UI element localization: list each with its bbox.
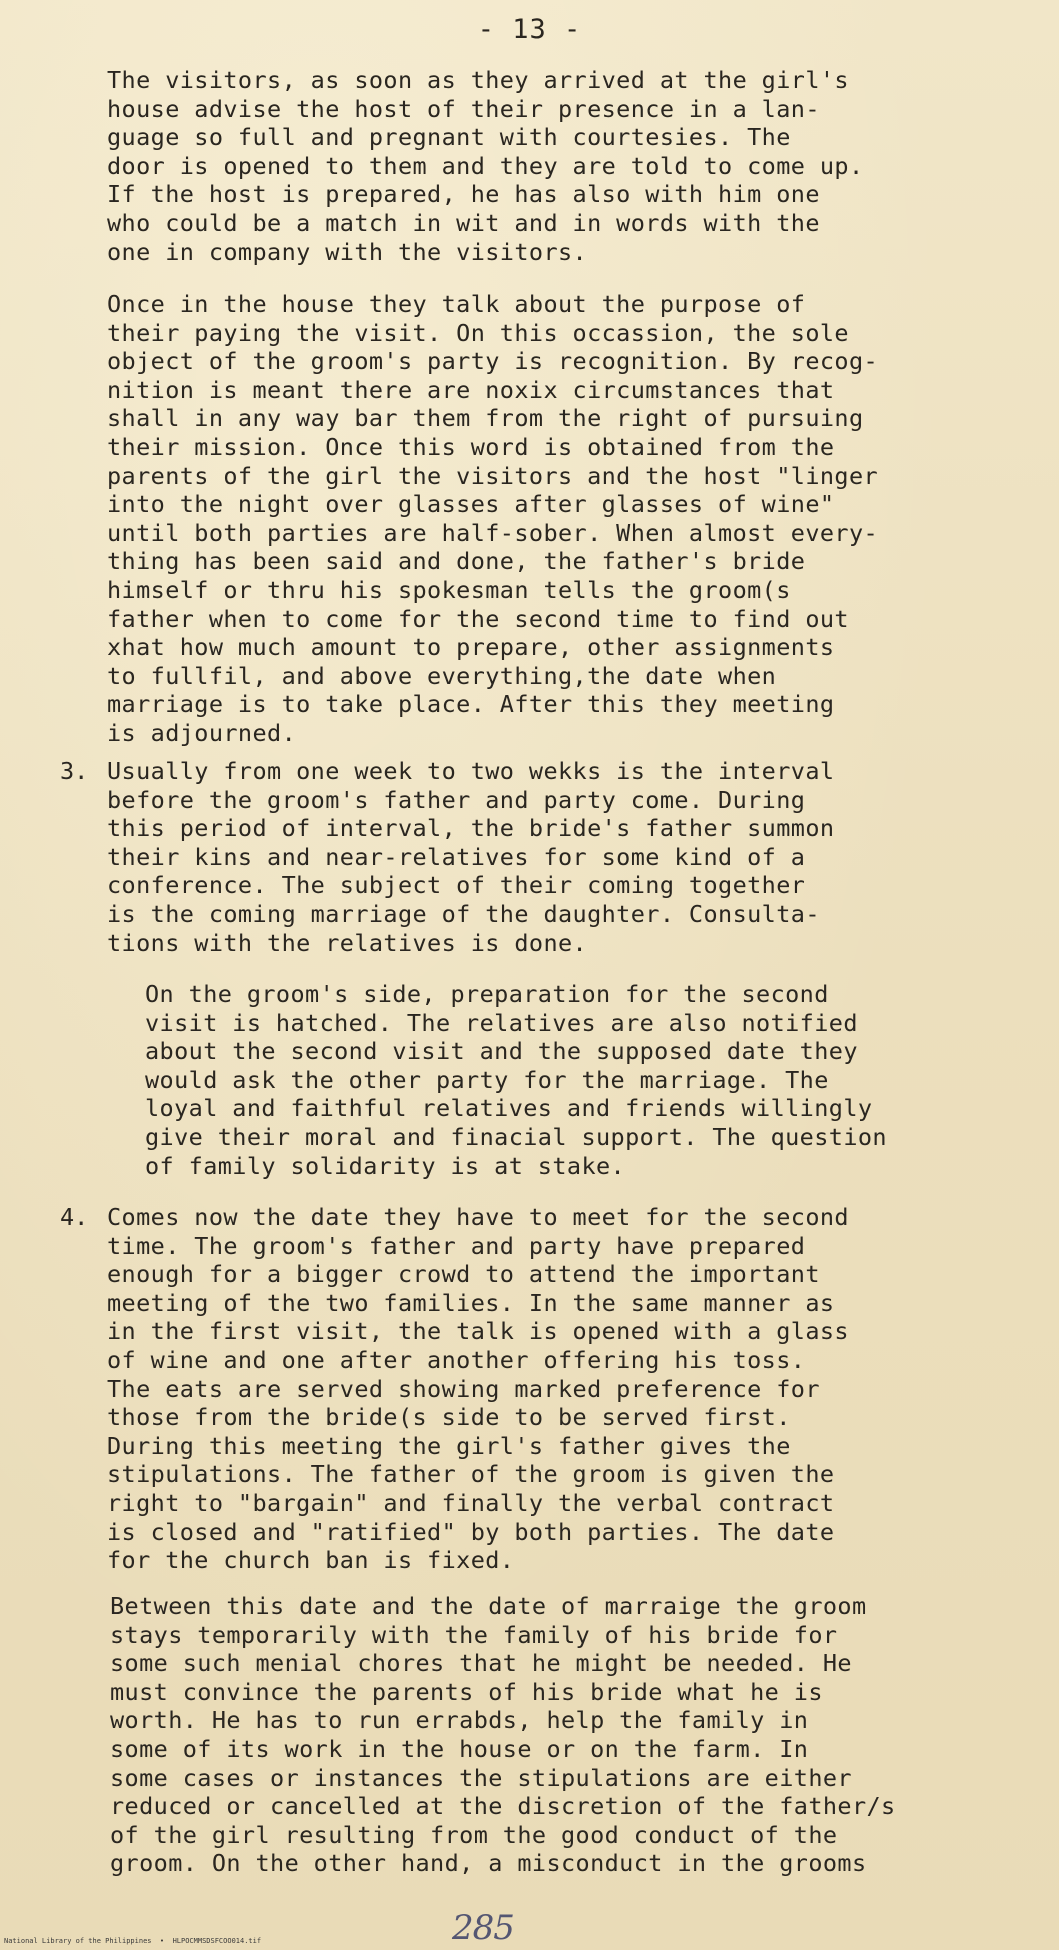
text-line: is closed and "ratified" by both parties. The date [107,1517,835,1546]
text-line: of wine and one after another offering his toss. [107,1345,806,1374]
text-line: must convince the parents of his bride what he is [110,1677,823,1706]
text-line: about the second visit and the supposed date they [145,1037,858,1066]
section-number: 3. [60,757,89,785]
text-line: into the night over glasses after glasses of wine" [107,490,835,519]
text-line: worth. He has to run errabds, help the family in [110,1706,809,1735]
text-line: in the first visit, the talk is opened with a glass [107,1317,849,1346]
handwritten-folio-number: 285 [452,1908,514,1948]
text-line: Usually from one week to two wekks is the interval [107,757,835,785]
text-line: their kins and near-relatives for some kind of a [107,842,806,871]
text-line: father when to come for the second time to find out [107,604,849,633]
text-line: to fullfil, and above everything,the date when [107,661,777,690]
text-line: stipulations. The father of the groom is given the [107,1460,835,1489]
text-line: enough for a bigger crowd to attend the important [107,1260,820,1289]
paragraph-recognition [107,290,878,748]
paragraph-groom-side [145,980,887,1180]
page-number: - 13 - [477,14,582,45]
text-line: object of the groom's party is recognition. By recog- [107,347,879,376]
text-line: himself or thru his spokesman tells the groom(s [107,575,791,604]
text-line: some such menial chores that he might be needed. He [110,1649,852,1678]
archive-footer: National Library of the Philippines • HLPOCMMSDSFCOO014.tif [4,1937,262,1945]
text-line: of family solidarity is at stake. [145,1151,626,1180]
text-line: door is opened to them and they are told to come up. [107,151,864,180]
text-line: before the groom's father and party come. During [107,785,806,814]
text-line: those from the bride(s side to be served first. [107,1403,791,1432]
text-line: shall in any way bar them from the right of pursuing [107,404,864,433]
text-line: guage so full and pregnant with courtesies. The [107,123,791,152]
text-line: until both parties are half-sober. When almost every- [107,518,879,547]
text-line: right to "bargain" and finally the verbal contract [107,1488,835,1517]
text-line: house advise the host of their presence in a lan- [107,94,820,123]
section-number: 4. [60,1203,89,1231]
text-line: Comes now the date they have to meet for the second [107,1203,849,1231]
paragraph-second-meeting [107,1203,849,1575]
text-line: reduced or cancelled at the discretion of the father/s [110,1792,896,1821]
text-line: The visitors, as soon as they arrived at the girl's [107,66,849,94]
text-line: xhat how much amount to prepare, other assignments [107,633,835,662]
text-line: who could be a match in wit and in words with the [107,208,820,237]
text-line: their paying the visit. On this occassion, the sole [107,318,849,347]
text-line: some of its work in the house or on the farm. In [110,1734,809,1763]
text-line: of the girl resulting from the good conduct of the [110,1820,838,1849]
text-line: meeting of the two families. In the same manner as [107,1288,835,1317]
text-line: loyal and faithful relatives and friends willingly [145,1094,873,1123]
text-line: Once in the house they talk about the purpose of [107,290,806,318]
text-line: time. The groom's father and party have prepared [107,1231,806,1260]
text-line: thing has been said and done, the father's bride [107,547,806,576]
paragraph-groom-stays [110,1592,896,1878]
text-line: some cases or instances the stipulations are either [110,1763,852,1792]
text-line: nition is meant there are noxix circumstances that [107,375,835,404]
text-line: groom. On the other hand, a misconduct in the grooms [110,1849,867,1878]
text-line: The eats are served showing marked preference for [107,1374,820,1403]
text-line: this period of interval, the bride's father summon [107,814,835,843]
text-line: conference. The subject of their coming together [107,871,806,900]
text-line: is adjourned. [107,718,297,747]
text-line: parents of the girl the visitors and the host "linger [107,461,879,490]
text-line: give their moral and finacial support. The question [145,1122,887,1151]
text-line: During this meeting the girl's father gives the [107,1431,791,1460]
text-line: one in company with the visitors. [107,237,588,266]
text-line: On the groom's side, preparation for the second [145,980,829,1008]
text-line: is the coming marriage of the daughter. Consulta- [107,899,820,928]
text-line: marriage is to take place. After this they meeting [107,690,835,719]
text-line: Between this date and the date of marraige the groom [110,1592,867,1620]
text-line: their mission. Once this word is obtained from the [107,432,835,461]
text-line: stays temporarily with the family of his bride for [110,1620,838,1649]
text-line: for the church ban is fixed. [107,1546,515,1575]
paragraph-visitors-arrival [107,66,864,266]
text-line: tions with the relatives is done. [107,928,588,957]
text-line: visit is hatched. The relatives are also notified [145,1008,858,1037]
paragraph-interval [107,757,834,957]
text-line: If the host is prepared, he has also with him one [107,180,820,209]
text-line: would ask the other party for the marriage. The [145,1065,829,1094]
